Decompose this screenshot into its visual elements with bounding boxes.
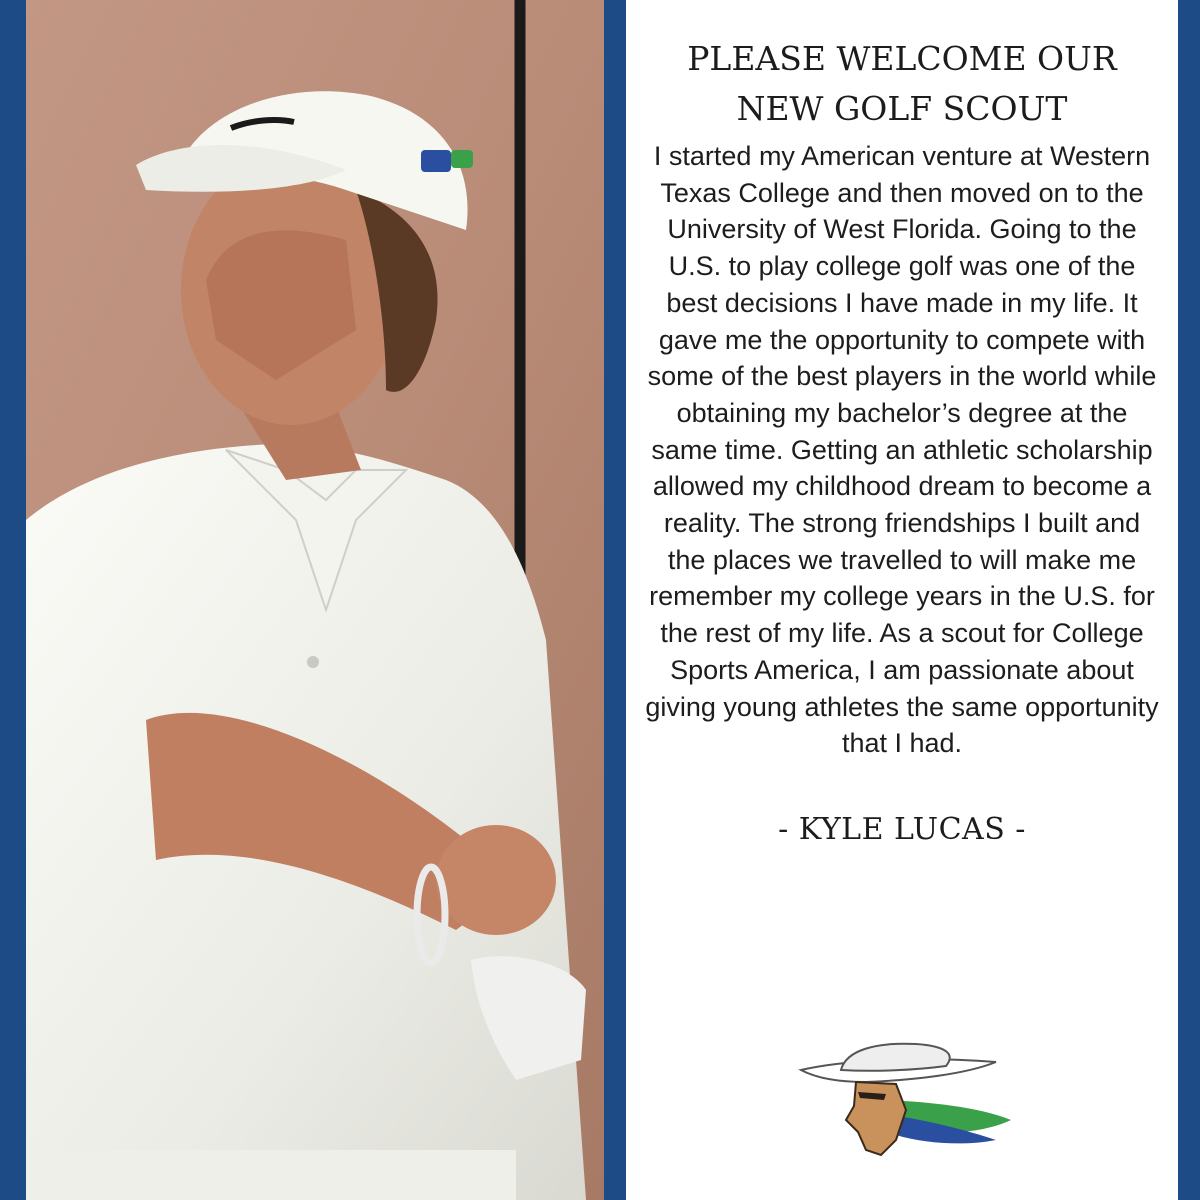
frame-center-divider	[604, 0, 626, 1200]
frame-right-border	[1178, 0, 1200, 1200]
content-panel	[626, 0, 1178, 1200]
frame-left-border	[0, 0, 26, 1200]
bio-paragraph: I started my American venture at Western Texas College and then moved on to the University of West Florida. Going to the U.S. to play college golf was one of the best decisions I have made in my life. It gave me the opportunity to compete with some of the best players in the world while obtaining my bachelor’s degree at the same time. Getting an athletic scholarship allowed my childhood dream to become a reality. The strong friendships I built and the places we travelled to will make me remember my college years in the U.S. for the rest of my life. As a scout for College Sports America, I am passionate about giving young athletes the same opportunity that I had.	[645, 141, 1159, 759]
signature-name: - KYLE LUCAS -	[778, 811, 1026, 847]
page-title: PLEASE WELCOME OUR NEW GOLF SCOUT	[687, 39, 1117, 128]
cowboy-mascot-logo	[796, 1040, 1026, 1160]
golfer-illustration	[26, 0, 604, 1200]
golfer-photo	[26, 0, 604, 1200]
